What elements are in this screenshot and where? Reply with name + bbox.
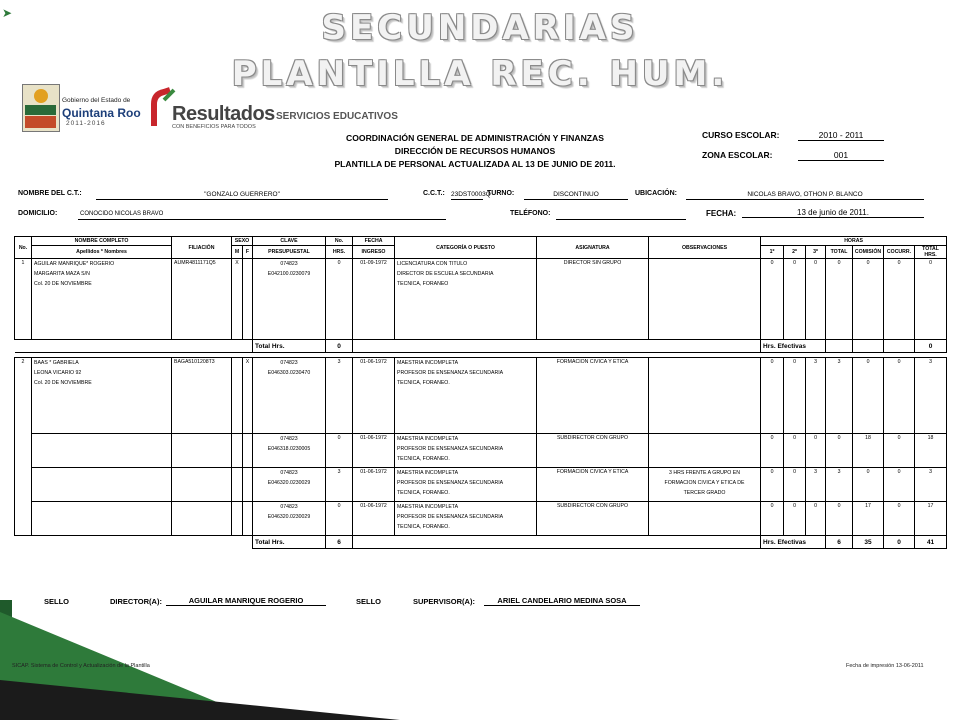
categoria-line3: TECNICA, FORANEO. <box>397 379 450 386</box>
row-fecha: 01-06-1972 <box>353 468 395 502</box>
row-clave <box>253 468 326 502</box>
row-totalhrs: 18 <box>915 434 947 468</box>
row-total: 0 <box>826 502 853 536</box>
row-no: 2 <box>15 358 32 536</box>
categoria-line3: TECNICA, FORANEO. <box>397 489 450 496</box>
categoria-line1: MAESTRIA INCOMPLETA <box>397 504 459 510</box>
footer-print-date: Fecha de impresión 13-06-2011 <box>846 663 924 669</box>
row-fecha: 01-06-1972 <box>353 502 395 536</box>
telefono-label: TELÉFONO: <box>510 210 551 217</box>
clave-line2: E046303.0230470 <box>267 369 311 376</box>
row-asignatura: SUBDIRECTOR CON GRUPO <box>537 434 649 468</box>
clave-line1: 074823 <box>280 436 298 442</box>
zona-label: ZONA ESCOLAR: <box>702 150 773 160</box>
col-clave-sub: PRESUPUESTAL <box>253 246 326 259</box>
col-sexo: SEXO <box>232 237 253 246</box>
categoria-line2: PROFESOR DE ENSENANZA SECUNDARIA <box>397 369 504 376</box>
col-asignatura: ASIGNATURA <box>537 237 649 259</box>
row-total: 3 <box>826 468 853 502</box>
row-cocurr: 0 <box>884 502 915 536</box>
row-observaciones <box>649 259 761 340</box>
address-line: MARGARITA MAZA S/N <box>34 270 90 277</box>
table-header-row <box>15 237 947 246</box>
hrs-efectivas-comision: 35 <box>853 536 884 549</box>
row-asignatura: FORMACION CIVICA Y ETICA <box>537 468 649 502</box>
row-h2: 0 <box>784 358 806 434</box>
categoria-line2: PROFESOR DE ENSENANZA SECUNDARIA <box>397 479 504 486</box>
hrs-efectivas-label: Hrs. Efectivas <box>761 536 826 549</box>
slide-dark-wedge <box>0 680 400 720</box>
categoria-line2: PROFESOR DE ENSENANZA SECUNDARIA <box>397 513 504 520</box>
col-categoria: CATEGORÍA O PUESTO <box>395 237 537 259</box>
col-nohrs-sub: HRS. <box>326 246 353 259</box>
header-line3: PLANTILLA DE PERSONAL ACTUALIZADA AL 13 DE JUNIO DE 2011. <box>334 159 616 169</box>
row-asignatura: DIRECTOR SIN GRUPO <box>537 259 649 340</box>
row-cocurr: 0 <box>884 468 915 502</box>
row-fecha: 01-09-1972 <box>353 259 395 340</box>
col-observaciones: OBSERVACIONES <box>649 237 761 259</box>
name-line: AGUILAR MANRIQUE* ROGERIO <box>34 261 115 267</box>
row-h3: 0 <box>806 502 826 536</box>
col-totalhrs: TOTAL HRS. <box>915 246 947 259</box>
domicilio-value: CONOCIDO NICOLAS BRAVO <box>78 210 446 220</box>
supervisor-label: SUPERVISOR(A): <box>413 597 475 606</box>
row-sexo-f <box>243 259 253 340</box>
col-comision: COMISIÓN <box>853 246 884 259</box>
col-cocurr: COCURR. <box>884 246 915 259</box>
clave-line2: E042100.0230079 <box>267 270 311 277</box>
colonia-line: Col. 20 DE NOVIEMBRE <box>34 379 92 386</box>
hrs-efectivas-label: Hrs. Efectivas <box>761 340 826 353</box>
slide-title-line2: PLANTILLA REC. HUM. <box>231 54 729 94</box>
categoria-line3: TECNICA, FORANEO. <box>397 455 450 462</box>
categoria-line3: TECNICA, FORANEO. <box>397 523 450 530</box>
row-hrs: 3 <box>326 468 353 502</box>
row-fecha: 01-06-1972 <box>353 434 395 468</box>
categoria-line1: MAESTRIA INCOMPLETA <box>397 360 459 366</box>
address-line: LEONA VICARIO 92 <box>34 369 82 376</box>
col-h3: 3º <box>806 246 826 259</box>
row-hrs: 3 <box>326 358 353 434</box>
row-fecha: 01-06-1972 <box>353 358 395 434</box>
row-hrs: 0 <box>326 259 353 340</box>
quintana-roo-crest-logo <box>22 84 60 132</box>
footer-system-name: SICAP. Sistema de Control y Actualización de la Plantilla <box>12 663 150 669</box>
hrs-efectivas-value: 0 <box>915 340 947 353</box>
row-h3: 0 <box>806 434 826 468</box>
fecha-value: 13 de junio de 2011. <box>742 208 924 218</box>
cct-label: C.C.T.: <box>423 190 445 197</box>
row-h2: 0 <box>784 259 806 340</box>
row-sexo-m <box>232 358 243 434</box>
row-clave <box>253 358 326 434</box>
ubicacion-label: UBICACIÓN: <box>635 190 677 197</box>
state-logo-line2: Quintana Roo <box>62 106 141 120</box>
row-cocurr: 0 <box>884 358 915 434</box>
row-observaciones <box>649 434 761 468</box>
col-nombre: NOMBRE COMPLETO <box>32 237 172 246</box>
row-asignatura: SUBDIRECTOR CON GRUPO <box>537 502 649 536</box>
nombre-ct-value: "GONZALO GUERRERO" <box>96 190 388 200</box>
row-h1: 0 <box>761 358 784 434</box>
categoria-line2: DIRECTOR DE ESCUELA SECUNDARIA <box>397 270 494 277</box>
telefono-value <box>556 210 686 220</box>
state-logo-line1: Gobierno del Estado de <box>62 97 131 104</box>
cct-value: 23DST0003Q <box>451 191 491 198</box>
sello-label-1: SELLO <box>44 597 70 606</box>
row-observaciones <box>649 358 761 434</box>
row-totalhrs: 0 <box>915 259 947 340</box>
col-fecha: FECHA <box>353 237 395 246</box>
resultados-logo-text: Resultados <box>172 103 275 125</box>
row-cocurr: 0 <box>884 259 915 340</box>
row-categoria <box>395 468 537 502</box>
row-comision: 0 <box>853 468 884 502</box>
turno-label: TURNO: <box>487 190 515 197</box>
director-value: AGUILAR MANRIQUE ROGERIO <box>166 596 326 606</box>
row-totalhrs: 17 <box>915 502 947 536</box>
row-observaciones <box>649 502 761 536</box>
clave-line1: 074823 <box>280 261 298 267</box>
col-filiacion: FILIACIÓN <box>172 237 232 259</box>
row-comision: 0 <box>853 358 884 434</box>
categoria-line1: LICENCIATURA CON TITULO <box>397 261 468 267</box>
bullet-arrow-icon: ➤ <box>2 6 13 20</box>
row-total: 0 <box>826 259 853 340</box>
col-h2: 2º <box>784 246 806 259</box>
row-h2: 0 <box>784 468 806 502</box>
row-comision: 0 <box>853 259 884 340</box>
table-row <box>15 434 947 468</box>
curso-label: CURSO ESCOLAR: <box>702 130 780 140</box>
row-no: 1 <box>15 259 32 340</box>
clave-line2: E046320.0230029 <box>267 513 311 520</box>
row-comision: 18 <box>853 434 884 468</box>
total-hrs-value: 6 <box>326 536 353 549</box>
row-clave <box>253 434 326 468</box>
resultados-logo-subtitle: CON BENEFICIOS PARA TODOS <box>172 124 256 130</box>
domicilio-label: DOMICILIO: <box>18 210 58 217</box>
row-filiacion: BAGA5101208T3 <box>172 358 232 434</box>
row-filiacion: AUMR4811171Q5 <box>172 259 232 340</box>
supervisor-value: ARIEL CANDELARIO MEDINA SOSA <box>484 596 640 606</box>
fecha-label: FECHA: <box>706 209 737 218</box>
table-row <box>15 358 947 434</box>
total-hrs-value: 0 <box>326 340 353 353</box>
row-hrs: 0 <box>326 502 353 536</box>
state-logo-line3: 2011-2016 <box>66 120 106 127</box>
obs-line1: 3 HRS FRENTE A GRUPO EN <box>669 470 740 476</box>
obs-line3: TERCER GRADO <box>683 489 726 496</box>
col-nombre-sub: Apellidos * Nombres <box>32 246 172 259</box>
col-clave: CLAVE <box>253 237 326 246</box>
col-sexo-f: F <box>243 246 253 259</box>
col-no: No. <box>15 237 32 259</box>
table-row <box>15 502 947 536</box>
row-categoria <box>395 358 537 434</box>
categoria-line3: TECNICA, FORANEO <box>397 280 449 287</box>
table-row <box>15 468 947 502</box>
col-nohrs: No. <box>326 237 353 246</box>
zona-value: 001 <box>798 150 884 161</box>
col-fecha-sub: INGRESO <box>353 246 395 259</box>
categoria-line1: MAESTRIA INCOMPLETA <box>397 470 459 476</box>
obs-line2: FORMACION CIVICA Y ETICA DE <box>664 479 745 486</box>
hrs-efectivas-total: 6 <box>826 536 853 549</box>
total-hrs-label: Total Hrs. <box>253 536 326 549</box>
row-h1: 0 <box>761 434 784 468</box>
row-nombre <box>32 259 172 340</box>
ubicacion-value: NICOLAS BRAVO, OTHON P. BLANCO <box>686 190 924 200</box>
sello-label-2: SELLO <box>356 597 382 606</box>
col-total: TOTAL <box>826 246 853 259</box>
categoria-line1: MAESTRIA INCOMPLETA <box>397 436 459 442</box>
row-sexo-m: X <box>232 259 243 340</box>
categoria-line2: PROFESOR DE ENSENANZA SECUNDARIA <box>397 445 504 452</box>
col-sexo-m: M <box>232 246 243 259</box>
total-row <box>15 340 947 353</box>
row-categoria <box>395 259 537 340</box>
row-comision: 17 <box>853 502 884 536</box>
turno-value: DISCONTINUO <box>524 190 628 200</box>
row-sexo-f: X <box>243 358 253 434</box>
clave-line2: E046318.0230005 <box>267 445 311 452</box>
plantilla-table <box>14 236 947 549</box>
clave-line1: 074823 <box>280 470 298 476</box>
table-row <box>15 259 947 340</box>
row-h3: 3 <box>806 358 826 434</box>
col-h1: 1º <box>761 246 784 259</box>
slide-title-line1: SECUNDARIAS <box>321 8 639 48</box>
clave-line1: 074823 <box>280 360 298 366</box>
col-horas: HORAS <box>761 237 947 246</box>
row-h3: 3 <box>806 468 826 502</box>
row-h3: 0 <box>806 259 826 340</box>
row-hrs: 0 <box>326 434 353 468</box>
colonia-line: Col. 20 DE NOVIEMBRE <box>34 280 92 287</box>
row-totalhrs: 3 <box>915 468 947 502</box>
clave-line2: E046320.0230029 <box>267 479 311 486</box>
header-line1: COORDINACIÓN GENERAL DE ADMINISTRACIÓN Y FINANZAS <box>346 133 604 143</box>
servicios-educativos-label: SERVICIOS EDUCATIVOS <box>276 111 398 122</box>
row-categoria <box>395 434 537 468</box>
row-observaciones <box>649 468 761 502</box>
total-row <box>15 536 947 549</box>
row-totalhrs: 3 <box>915 358 947 434</box>
row-cocurr: 0 <box>884 434 915 468</box>
total-hrs-label: Total Hrs. <box>253 340 326 353</box>
header-line2: DIRECCIÓN DE RECURSOS HUMANOS <box>394 146 556 156</box>
row-h2: 0 <box>784 434 806 468</box>
nombre-ct-label: NOMBRE DEL C.T.: <box>18 190 82 197</box>
row-h2: 0 <box>784 502 806 536</box>
row-clave <box>253 502 326 536</box>
row-nombre <box>32 358 172 434</box>
row-total: 0 <box>826 434 853 468</box>
name-line: BAAS * GABRIELA <box>34 360 79 366</box>
row-total: 3 <box>826 358 853 434</box>
curso-value: 2010 - 2011 <box>798 130 884 141</box>
row-h1: 0 <box>761 502 784 536</box>
row-clave <box>253 259 326 340</box>
row-asignatura: FORMACION CIVICA Y ETICA <box>537 358 649 434</box>
clave-line1: 074823 <box>280 504 298 510</box>
hrs-efectivas-cocurr: 0 <box>884 536 915 549</box>
row-categoria <box>395 502 537 536</box>
row-h1: 0 <box>761 468 784 502</box>
row-h1: 0 <box>761 259 784 340</box>
hrs-efectivas-totalhrs: 41 <box>915 536 947 549</box>
director-label: DIRECTOR(A): <box>110 597 162 606</box>
